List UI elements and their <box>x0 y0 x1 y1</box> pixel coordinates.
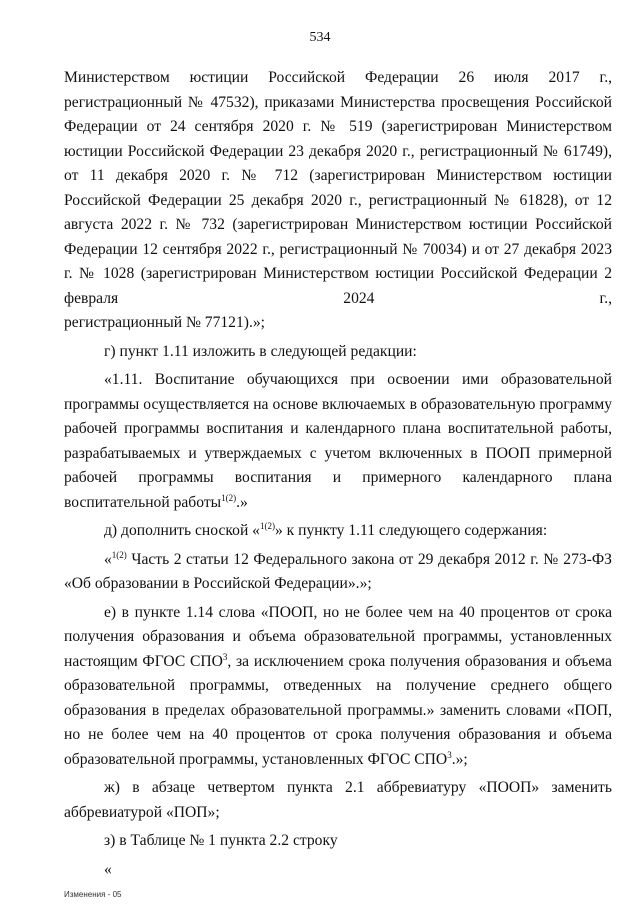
footnote-ref: 3 <box>222 651 228 662</box>
paragraph-open-quote: « <box>104 860 112 878</box>
item-e-text-a: е) в пункте 1.14 слова «ПООП, но не более чем на 40 процентов от срока получения образования и объема образовательной программы, установленных настоящим ФГОС СПО <box>64 603 612 670</box>
footnote-ref: 1(2) <box>111 549 127 560</box>
paragraph-item-g: г) пункт 1.11 изложить в следующей редакции: <box>104 342 417 360</box>
quote-text: «1.11. Воспитание обучающихся при освоении ими образовательной программы осуществляется на основе включаемых в образовательную программу рабочей программы воспитания и календарного плана воспитательной работы, разрабатываемых и утверждаемых с учетом включенных в ПООП примерной рабочей программы воспитания и примерного календарного плана воспитательной работы <box>64 371 612 511</box>
paragraph-item-zh: ж) в абзаце четвертом пункта 2.1 аббревиатуру «ПООП» заменить аббревиатурой «ПОП»; <box>64 779 612 821</box>
paragraph-continuation-end: регистрационный № 77121).»; <box>64 314 265 331</box>
paragraph-item-z: з) в Таблице № 1 пункта 2.2 строку <box>104 832 338 849</box>
document-body <box>64 66 612 882</box>
page-number: 534 <box>309 30 331 45</box>
item-e-text-b: , за исключением срока получения образования и объема образовательной программы, отведенных на получение среднего общего образования в пределах образовательной программы.» заменить словами «ПОП, но не более чем на 40 процентов от срока получения образования и объема образовательной программы, установленных ФГОС СПО <box>64 652 612 768</box>
footer-label: Изменения - 05 <box>64 890 122 899</box>
footnote-open-quote: « <box>104 550 112 568</box>
footnote-ref: 3 <box>447 749 452 760</box>
paragraph-quote-1-11 <box>64 368 612 515</box>
paragraph-item-e <box>64 601 612 773</box>
paragraph-item-d <box>64 519 612 544</box>
footnote-ref: 1(2) <box>259 521 275 531</box>
footnote-ref: 1(2) <box>221 492 237 503</box>
footnote-body: Часть 2 статьи 12 Федерального закона от 29 декабря 2012 г. № 273-ФЗ «Об образовании в Российской Федерации».»; <box>64 550 612 592</box>
item-d-text-end: » к пункту 1.11 следующего содержания: <box>274 522 548 539</box>
paragraph-continuation: Министерством юстиции Российской Федерации 26 июля 2017 г., регистрационный № 47532), приказами Министерства просвещения Российской Федерации от 24 сентября 2020 г. № 519 (зарегистрирован Министерством юстиции Российской Федерации 23 декабря 2020 г., регистрационный № 61749), от 11 декабря 2020 г. № 712 (зарегистрирован Министерством юстиции Российской Федерации 25 декабря 2020 г., регистрационный № 61828), от 12 августа 2022 г. № 732 (зарегистрирован Министерством юстиции Российской Федерации 12 сентября 2022 г., регистрационный № 70034) и от 27 декабря 2023 г. № 1028 (зарегистрирован Министерством юстиции Российской Федерации 2 февраля 2024 г., <box>64 69 612 307</box>
item-e-text-c: .»; <box>451 750 468 768</box>
paragraph-footnote-text <box>64 548 612 597</box>
quote-end: .» <box>236 493 248 511</box>
item-d-text-start: д) дополнить сноской « <box>104 522 260 539</box>
